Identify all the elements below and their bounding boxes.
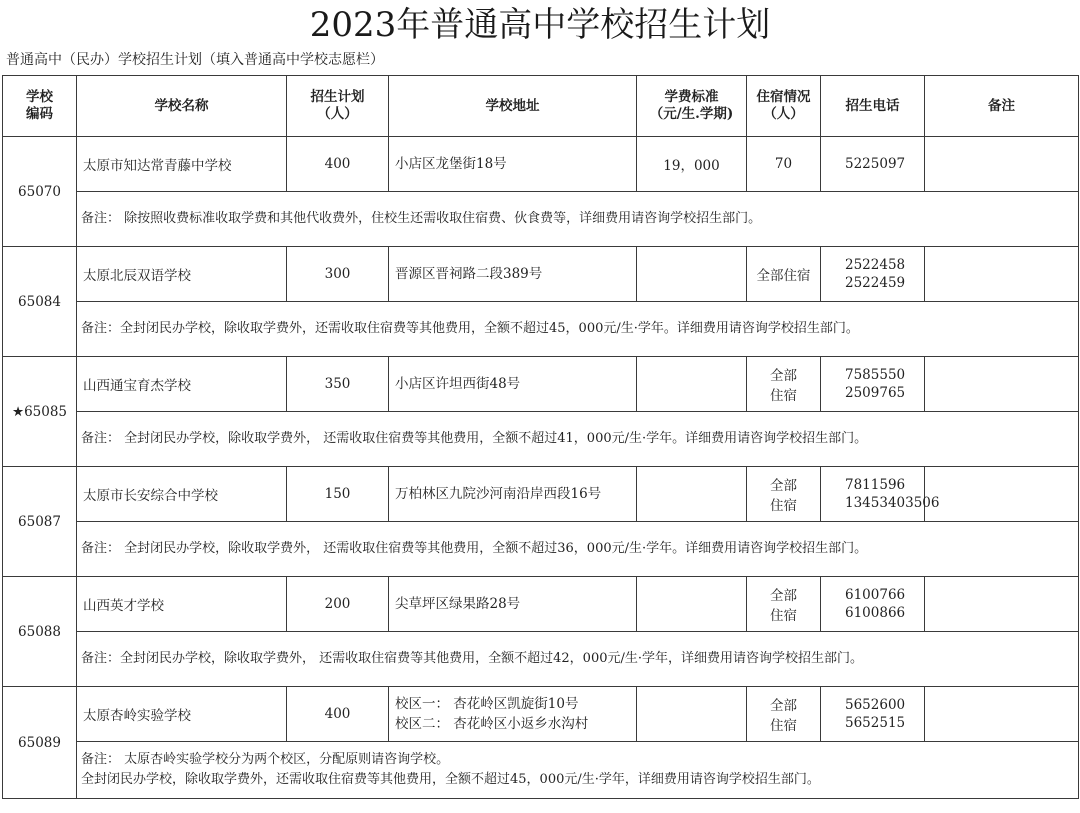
enrollment-plan: 350 xyxy=(287,357,389,412)
school-code: 65087 xyxy=(3,467,77,577)
tuition-fee xyxy=(637,687,747,742)
header-school-code: 学校 编码 xyxy=(3,76,77,137)
page-title: 2023年普通高中学校招生计划 xyxy=(309,5,771,45)
school-name: 太原市知达常青藤中学校 xyxy=(77,137,287,192)
tuition-fee xyxy=(637,247,747,302)
enrollment-plan-table xyxy=(2,75,1079,799)
school-row xyxy=(3,357,1079,412)
enrollment-plan: 300 xyxy=(287,247,389,302)
remark-cell xyxy=(925,137,1079,192)
school-note-row xyxy=(3,192,1079,247)
tuition-fee: 19，000 xyxy=(637,137,747,192)
school-note: 备注： 全封闭民办学校，除收取学费外， 还需收取住宿费等其他费用，全额不超过36，000元/生·学年。详细费用请咨询学校招生部门。 xyxy=(77,522,1079,577)
school-note: 备注：全封闭民办学校，除收取学费外，还需收取住宿费等其他费用，全额不超过45，000元/生·学年。详细费用请咨询学校招生部门。 xyxy=(77,302,1079,357)
school-note-row xyxy=(3,632,1079,687)
school-note: 备注： 除按照收费标准收取学费和其他代收费外，住校生还需收取住宿费、伙食费等，详细费用请咨询学校招生部门。 xyxy=(77,192,1079,247)
remark-cell xyxy=(925,467,1079,522)
school-name: 太原北辰双语学校 xyxy=(77,247,287,302)
school-address: 校区一： 杏花岭区凯旋街10号 校区二： 杏花岭区小返乡水沟村 xyxy=(389,687,637,742)
dormitory-info: 全部 住宿 xyxy=(747,357,821,412)
school-address: 小店区许坦西街48号 xyxy=(389,357,637,412)
school-name: 山西英才学校 xyxy=(77,577,287,632)
enrollment-phone: 5652600 5652515 xyxy=(821,687,925,742)
school-note: 备注： 全封闭民办学校，除收取学费外， 还需收取住宿费等其他费用，全额不超过41，000元/生·学年。详细费用请咨询学校招生部门。 xyxy=(77,412,1079,467)
enrollment-phone: 7585550 2509765 xyxy=(821,357,925,412)
tuition-fee xyxy=(637,577,747,632)
school-row xyxy=(3,137,1079,192)
header-tuition: 学费标准 （元/生.学期) xyxy=(637,76,747,137)
enrollment-plan: 150 xyxy=(287,467,389,522)
table-subtitle: 普通高中（民办）学校招生计划（填入普通高中学校志愿栏） xyxy=(6,52,384,68)
school-address: 晋源区晋祠路二段389号 xyxy=(389,247,637,302)
school-address: 尖草坪区绿果路28号 xyxy=(389,577,637,632)
school-code: ★65085 xyxy=(3,357,77,467)
enrollment-phone: 5225097 xyxy=(821,137,925,192)
dormitory-info: 全部 住宿 xyxy=(747,467,821,522)
dormitory-info: 全部 住宿 xyxy=(747,687,821,742)
school-name: 太原市长安综合中学校 xyxy=(77,467,287,522)
school-note-row xyxy=(3,302,1079,357)
school-note: 备注：全封闭民办学校，除收取学费外， 还需收取住宿费等其他费用，全额不超过42，000元/生·学年，详细费用请咨询学校招生部门。 xyxy=(77,632,1079,687)
tuition-fee xyxy=(637,357,747,412)
dormitory-info: 全部 住宿 xyxy=(747,577,821,632)
remark-cell xyxy=(925,577,1079,632)
enrollment-plan: 400 xyxy=(287,137,389,192)
enrollment-phone: 7811596 13453403506 xyxy=(821,467,925,522)
header-school-name: 学校名称 xyxy=(77,76,287,137)
school-name: 太原杏岭实验学校 xyxy=(77,687,287,742)
header-dormitory: 住宿情况 （人） xyxy=(747,76,821,137)
school-note-row xyxy=(3,742,1079,799)
school-row xyxy=(3,687,1079,742)
enrollment-plan: 400 xyxy=(287,687,389,742)
dormitory-info: 全部住宿 xyxy=(747,247,821,302)
remark-cell xyxy=(925,357,1079,412)
school-address: 小店区龙堡街18号 xyxy=(389,137,637,192)
remark-cell xyxy=(925,687,1079,742)
school-row xyxy=(3,247,1079,302)
header-row xyxy=(3,76,1079,137)
enrollment-phone: 6100766 6100866 xyxy=(821,577,925,632)
header-enrollment-plan: 招生计划 （人） xyxy=(287,76,389,137)
school-note-row xyxy=(3,412,1079,467)
school-row xyxy=(3,467,1079,522)
school-code: 65088 xyxy=(3,577,77,687)
header-phone: 招生电话 xyxy=(821,76,925,137)
enrollment-plan: 200 xyxy=(287,577,389,632)
header-remark: 备注 xyxy=(925,76,1079,137)
school-code: 65089 xyxy=(3,687,77,799)
school-note: 备注： 太原杏岭实验学校分为两个校区，分配原则请咨询学校。 全封闭民办学校，除收取学费外，还需收取住宿费等其他费用，全额不超过45，000元/生·学年，详细费用请咨询学校招生部门。 xyxy=(77,742,1079,799)
school-code: 65084 xyxy=(3,247,77,357)
tuition-fee xyxy=(637,467,747,522)
school-code: 65070 xyxy=(3,137,77,247)
remark-cell xyxy=(925,247,1079,302)
dormitory-info: 70 xyxy=(747,137,821,192)
enrollment-phone: 2522458 2522459 xyxy=(821,247,925,302)
school-note-row xyxy=(3,522,1079,577)
header-school-address: 学校地址 xyxy=(389,76,637,137)
school-address: 万柏林区九院沙河南沿岸西段16号 xyxy=(389,467,637,522)
school-name: 山西通宝育杰学校 xyxy=(77,357,287,412)
school-row xyxy=(3,577,1079,632)
